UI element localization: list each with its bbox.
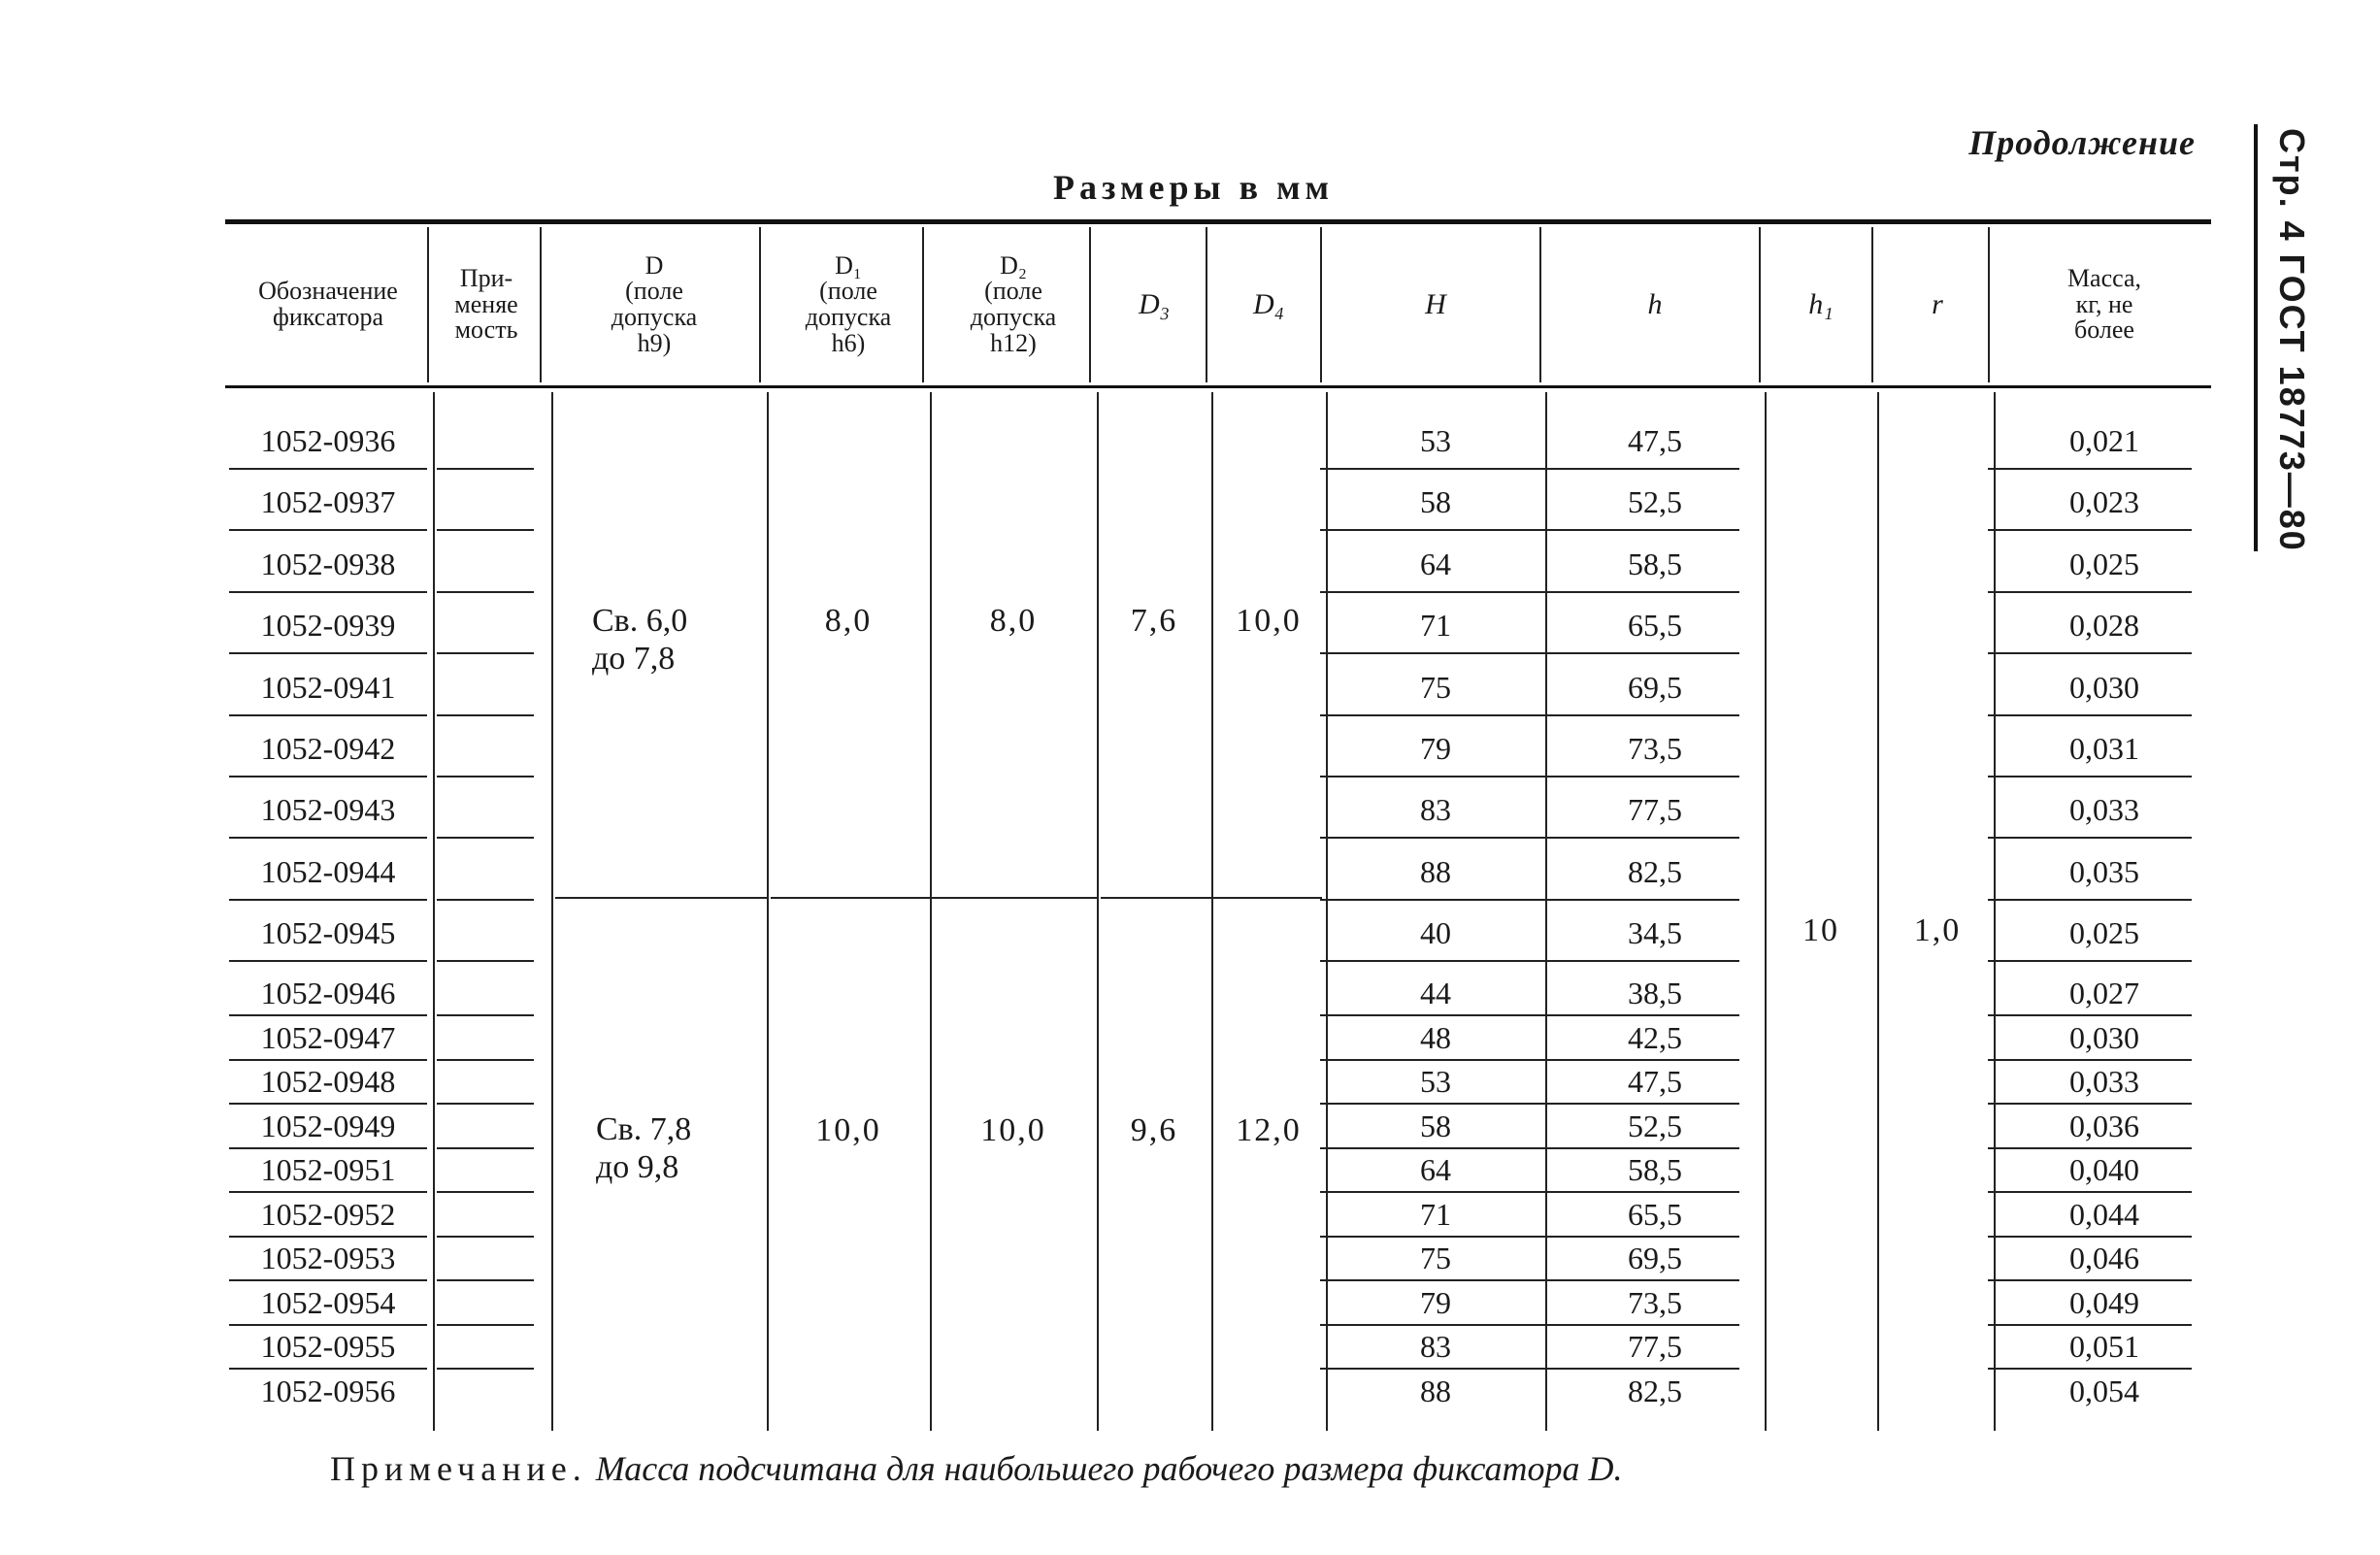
group-2-D2: 10,0: [980, 1112, 1046, 1148]
row-underline: [229, 1324, 427, 1326]
row-underline: [229, 1191, 427, 1193]
row-underline: [1988, 652, 2192, 654]
h-cell: 82,5: [1628, 1373, 1682, 1408]
row-underline: [1534, 529, 1739, 531]
designation-cell: 1052-0949: [260, 1108, 396, 1143]
table-top-rule: [225, 219, 2211, 224]
row-underline: [1320, 899, 1534, 901]
H-cell: 71: [1420, 1196, 1451, 1232]
row-underline: [1320, 1236, 1534, 1238]
h-cell: 65,5: [1628, 608, 1682, 644]
row-underline: [437, 591, 534, 593]
row-underline: [437, 1324, 534, 1326]
row-underline: [1988, 1191, 2192, 1193]
designation-cell: 1052-0952: [260, 1196, 396, 1232]
column-divider: [759, 227, 761, 382]
header-h1: h₁: [1808, 287, 1834, 320]
row-underline: [229, 1279, 427, 1281]
continuation-label: Продолжение: [1968, 123, 2196, 162]
row-underline: [229, 1236, 427, 1238]
column-divider: [433, 392, 435, 1431]
row-underline: [1320, 1103, 1534, 1105]
row-underline: [229, 837, 427, 839]
row-underline: [1534, 1191, 1739, 1193]
row-underline: [1320, 776, 1534, 778]
row-underline: [229, 899, 427, 901]
table-note: [330, 1448, 1623, 1489]
row-underline: [1320, 591, 1534, 593]
column-divider: [1089, 227, 1091, 382]
row-underline: [1534, 1324, 1739, 1326]
H-cell: 64: [1420, 546, 1451, 581]
group-2-D3: 9,6: [1130, 1112, 1178, 1148]
row-underline: [437, 714, 534, 716]
row-underline: [1320, 652, 1534, 654]
row-underline: [1320, 1191, 1534, 1193]
common-r: 1,0: [1913, 912, 1962, 948]
row-underline: [229, 1059, 427, 1061]
designation-cell: 1052-0941: [260, 669, 396, 705]
designation-cell: 1052-0943: [260, 792, 396, 828]
row-underline: [1988, 837, 2192, 839]
row-underline: [229, 652, 427, 654]
designation-cell: 1052-0936: [260, 423, 396, 458]
side-margin: [2254, 124, 2312, 551]
row-underline: [1988, 591, 2192, 593]
designation-cell: 1052-0938: [260, 546, 396, 581]
row-underline: [437, 837, 534, 839]
row-underline: [229, 1103, 427, 1105]
row-underline: [1534, 591, 1739, 593]
column-divider: [1539, 227, 1541, 382]
row-underline: [1988, 714, 2192, 716]
row-underline: [437, 1236, 534, 1238]
row-underline: [1320, 1014, 1534, 1016]
h-cell: 77,5: [1628, 1329, 1682, 1364]
designation-cell: 1052-0939: [260, 608, 396, 644]
row-underline: [1320, 1059, 1534, 1061]
row-underline: [1320, 960, 1534, 962]
row-underline: [1320, 1368, 1534, 1370]
column-divider: [1877, 392, 1879, 1431]
row-underline: [229, 529, 427, 531]
mass-cell: 0,054: [2069, 1373, 2139, 1408]
designation-cell: 1052-0945: [260, 915, 396, 951]
row-underline: [1320, 1279, 1534, 1281]
h-cell: 52,5: [1628, 1108, 1682, 1143]
designation-cell: 1052-0956: [260, 1373, 396, 1408]
row-underline: [1320, 468, 1534, 470]
row-underline: [229, 1147, 427, 1149]
designation-cell: 1052-0948: [260, 1064, 396, 1099]
group-1-D3: 7,6: [1130, 603, 1178, 639]
designation-cell: 1052-0946: [260, 976, 396, 1010]
group-1-D4: 10,0: [1236, 603, 1302, 639]
row-underline: [437, 960, 534, 962]
row-underline: [1988, 776, 2192, 778]
row-underline: [229, 591, 427, 593]
header-mass: Масса, кг, не более: [2066, 264, 2142, 345]
H-cell: 44: [1420, 976, 1451, 1010]
row-underline: [1534, 714, 1739, 716]
row-underline: [437, 468, 534, 470]
designation-cell: 1052-0955: [260, 1329, 396, 1364]
row-underline: [1534, 837, 1739, 839]
sizes-caption: Размеры в мм: [1053, 168, 1335, 207]
h-cell: 73,5: [1628, 1284, 1682, 1320]
row-underline: [229, 1014, 427, 1016]
row-underline: [1534, 1059, 1739, 1061]
group-separator: [771, 897, 1097, 899]
mass-cell: 0,049: [2069, 1284, 2139, 1320]
mass-cell: 0,033: [2069, 1064, 2139, 1099]
H-cell: 79: [1420, 731, 1451, 766]
mass-cell: 0,046: [2069, 1241, 2139, 1275]
h-cell: 42,5: [1628, 1019, 1682, 1055]
row-underline: [437, 529, 534, 531]
mass-cell: 0,025: [2069, 546, 2139, 581]
group-1-D: Св. 6,0 до 7,8: [592, 603, 688, 678]
row-underline: [437, 899, 534, 901]
column-divider: [1994, 392, 1996, 1431]
h-cell: 77,5: [1628, 792, 1682, 828]
H-cell: 83: [1420, 792, 1451, 828]
H-cell: 71: [1420, 608, 1451, 644]
column-divider: [1545, 392, 1547, 1431]
mass-cell: 0,021: [2069, 423, 2139, 458]
row-underline: [437, 1191, 534, 1193]
row-underline: [1534, 1014, 1739, 1016]
row-underline: [1534, 468, 1739, 470]
mass-cell: 0,027: [2069, 976, 2139, 1010]
header-applicability: При- меняе мость: [454, 264, 518, 345]
header-D2: D₂ (поле допуска h12): [970, 250, 1057, 357]
h-cell: 73,5: [1628, 731, 1682, 766]
row-underline: [437, 1014, 534, 1016]
row-underline: [1320, 529, 1534, 531]
mass-cell: 0,028: [2069, 608, 2139, 644]
H-cell: 75: [1420, 669, 1451, 705]
row-underline: [229, 960, 427, 962]
column-divider: [930, 392, 932, 1431]
row-underline: [1534, 899, 1739, 901]
column-divider: [922, 227, 924, 382]
row-underline: [437, 1368, 534, 1370]
header-D3: D₃: [1138, 287, 1171, 320]
H-cell: 53: [1420, 423, 1451, 458]
mass-cell: 0,044: [2069, 1196, 2139, 1232]
H-cell: 58: [1420, 484, 1451, 520]
h-cell: 69,5: [1628, 1241, 1682, 1275]
mass-cell: 0,030: [2069, 1019, 2139, 1055]
group-1-D1: 8,0: [824, 603, 873, 639]
mass-cell: 0,030: [2069, 669, 2139, 705]
row-underline: [437, 1103, 534, 1105]
group-separator: [555, 897, 767, 899]
H-cell: 75: [1420, 1241, 1451, 1275]
header-h: h: [1647, 287, 1663, 320]
H-cell: 88: [1420, 853, 1451, 889]
H-cell: 40: [1420, 915, 1451, 951]
row-underline: [1988, 529, 2192, 531]
row-underline: [1534, 1147, 1739, 1149]
column-divider: [551, 392, 553, 1431]
header-D: D (поле допуска h9): [611, 250, 698, 357]
column-divider: [1759, 227, 1761, 382]
row-underline: [437, 652, 534, 654]
row-underline: [1988, 1236, 2192, 1238]
header-D1: D₁ (поле допуска h6): [805, 250, 892, 357]
H-cell: 48: [1420, 1019, 1451, 1055]
column-divider: [1988, 227, 1990, 382]
designation-cell: 1052-0947: [260, 1019, 396, 1055]
designation-cell: 1052-0953: [260, 1241, 396, 1275]
header-r: r: [1932, 287, 1943, 320]
h-cell: 47,5: [1628, 423, 1682, 458]
column-divider: [540, 227, 542, 382]
group-1-D2: 8,0: [989, 603, 1038, 639]
row-underline: [1534, 1236, 1739, 1238]
h-cell: 34,5: [1628, 915, 1682, 951]
designation-cell: 1052-0954: [260, 1284, 396, 1320]
header-designation: Обозначение фиксатора: [258, 277, 398, 331]
mass-cell: 0,033: [2069, 792, 2139, 828]
H-cell: 64: [1420, 1152, 1451, 1187]
h-cell: 58,5: [1628, 1152, 1682, 1187]
row-underline: [1534, 776, 1739, 778]
row-underline: [1988, 899, 2192, 901]
H-cell: 88: [1420, 1373, 1451, 1408]
group-2-D1: 10,0: [815, 1112, 881, 1148]
column-divider: [1320, 227, 1322, 382]
mass-cell: 0,023: [2069, 484, 2139, 520]
row-underline: [437, 1279, 534, 1281]
mass-cell: 0,031: [2069, 731, 2139, 766]
column-divider: [1211, 392, 1213, 1431]
column-divider: [1326, 392, 1328, 1431]
h-cell: 52,5: [1628, 484, 1682, 520]
row-underline: [1320, 837, 1534, 839]
row-underline: [1534, 652, 1739, 654]
column-divider: [1765, 392, 1767, 1431]
designation-cell: 1052-0937: [260, 484, 396, 520]
h-cell: 65,5: [1628, 1196, 1682, 1232]
row-underline: [229, 714, 427, 716]
note-label: Примечание.: [330, 1449, 587, 1488]
mass-cell: 0,051: [2069, 1329, 2139, 1364]
row-underline: [1988, 1147, 2192, 1149]
row-underline: [1988, 1324, 2192, 1326]
header-H: H: [1425, 287, 1446, 320]
row-underline: [437, 1059, 534, 1061]
row-underline: [1988, 1368, 2192, 1370]
row-underline: [437, 1147, 534, 1149]
column-divider: [767, 392, 769, 1431]
row-underline: [1534, 1368, 1739, 1370]
row-underline: [1988, 1279, 2192, 1281]
mass-cell: 0,040: [2069, 1152, 2139, 1187]
row-underline: [1320, 1324, 1534, 1326]
row-underline: [229, 776, 427, 778]
designation-cell: 1052-0942: [260, 731, 396, 766]
H-cell: 58: [1420, 1108, 1451, 1143]
column-divider: [1871, 227, 1873, 382]
row-underline: [1534, 960, 1739, 962]
row-underline: [1988, 1059, 2192, 1061]
table-header-rule: [225, 385, 2211, 388]
column-divider: [1206, 227, 1207, 382]
designation-cell: 1052-0951: [260, 1152, 396, 1187]
side-label: Стр. 4 ГОСТ 18773—80: [2272, 128, 2312, 552]
row-underline: [1988, 1103, 2192, 1105]
common-h1: 10: [1802, 912, 1839, 948]
mass-cell: 0,035: [2069, 853, 2139, 889]
H-cell: 53: [1420, 1064, 1451, 1099]
header-D4: D₄: [1252, 287, 1285, 320]
row-underline: [1534, 1279, 1739, 1281]
mass-cell: 0,025: [2069, 915, 2139, 951]
H-cell: 83: [1420, 1329, 1451, 1364]
mass-cell: 0,036: [2069, 1108, 2139, 1143]
note-text: Масса подсчитана для наибольшего рабочего размера фиксатора D.: [595, 1449, 1623, 1488]
column-divider: [427, 227, 429, 382]
designation-cell: 1052-0944: [260, 853, 396, 889]
H-cell: 79: [1420, 1284, 1451, 1320]
h-cell: 69,5: [1628, 669, 1682, 705]
row-underline: [1988, 1014, 2192, 1016]
group-2-D: Св. 7,8 до 9,8: [596, 1111, 692, 1186]
row-underline: [1988, 468, 2192, 470]
row-underline: [1534, 1103, 1739, 1105]
h-cell: 38,5: [1628, 976, 1682, 1010]
column-divider: [1097, 392, 1099, 1431]
group-2-D4: 12,0: [1236, 1112, 1302, 1148]
row-underline: [229, 1368, 427, 1370]
row-underline: [1320, 714, 1534, 716]
h-cell: 82,5: [1628, 853, 1682, 889]
row-underline: [437, 776, 534, 778]
row-underline: [1988, 960, 2192, 962]
row-underline: [1320, 1147, 1534, 1149]
row-underline: [229, 468, 427, 470]
h-cell: 58,5: [1628, 546, 1682, 581]
h-cell: 47,5: [1628, 1064, 1682, 1099]
